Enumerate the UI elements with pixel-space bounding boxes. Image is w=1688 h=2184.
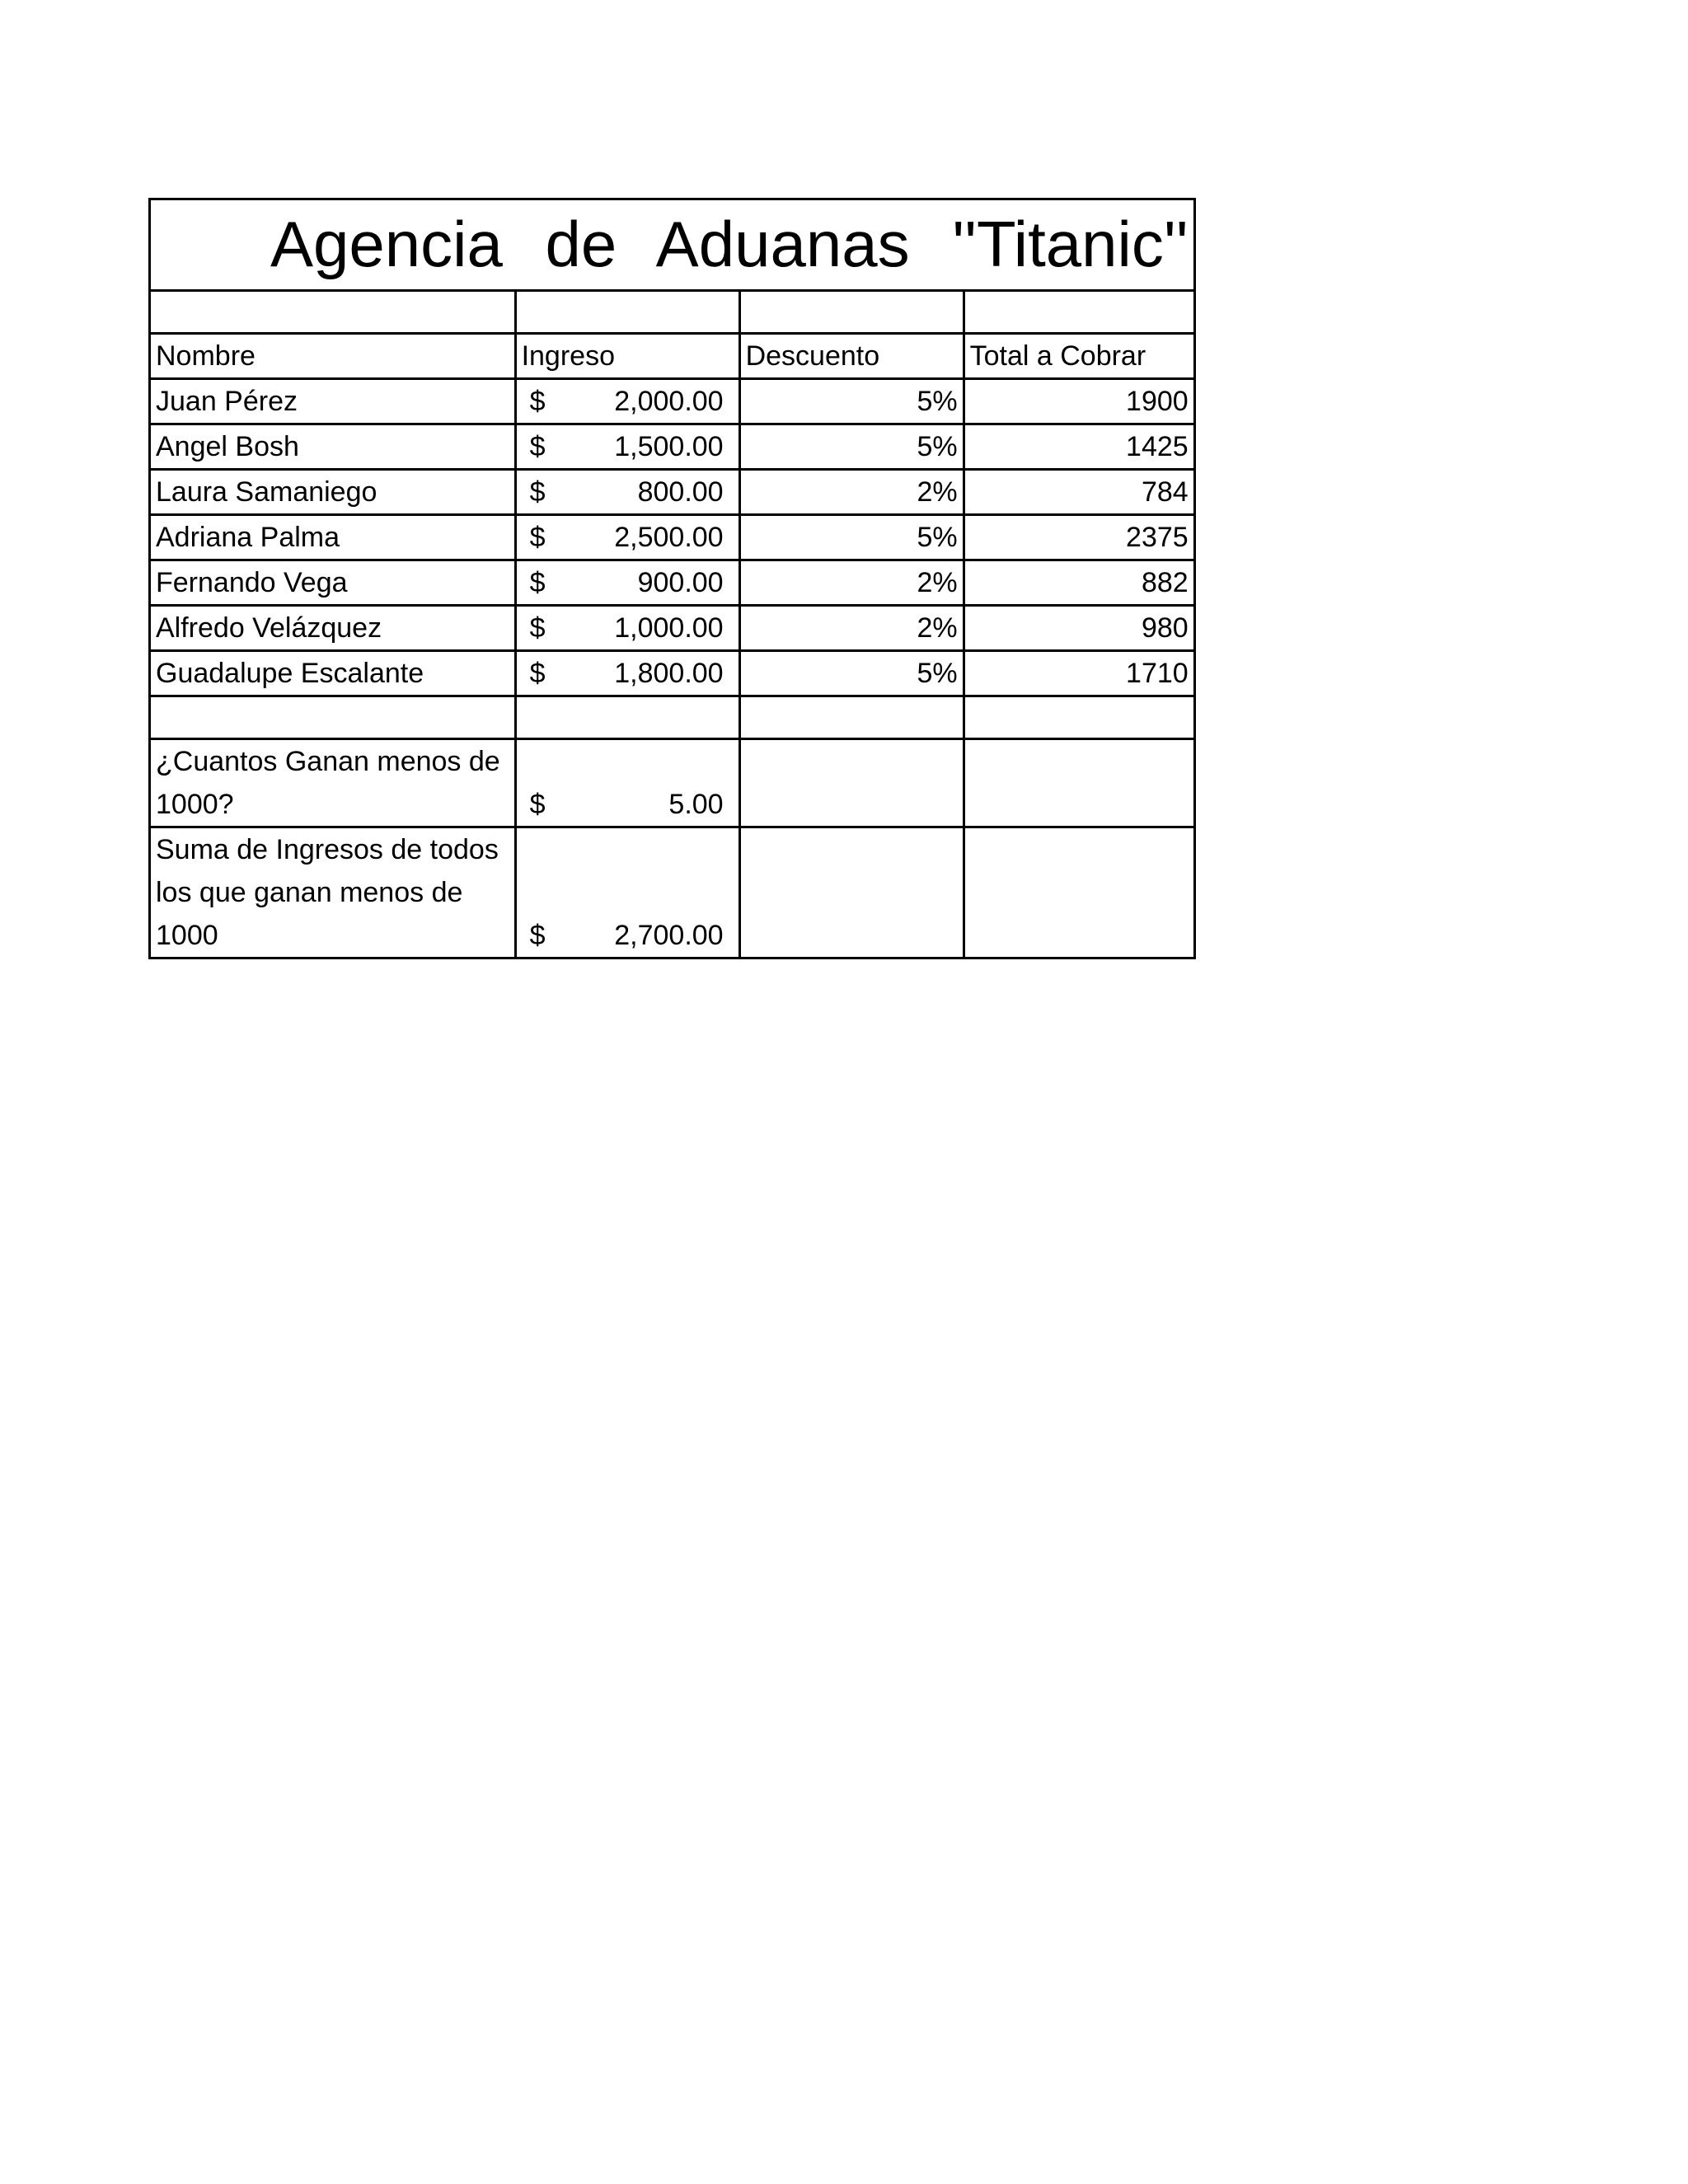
header-row	[150, 334, 1195, 379]
summary-count-label[interactable]: ¿Cuantos Ganan menos de 1000?	[150, 739, 516, 827]
header-nombre[interactable]: Nombre	[150, 334, 516, 379]
blank-row	[150, 696, 1195, 739]
cell-descuento[interactable]: 5%	[739, 515, 964, 560]
cell-total[interactable]: 1425	[964, 424, 1194, 470]
currency-symbol: $	[529, 612, 546, 644]
summary-count-value-cell[interactable]	[515, 739, 739, 827]
summary-sum-value-cell[interactable]	[515, 827, 739, 958]
cell-total[interactable]: 980	[964, 606, 1194, 651]
cell-total[interactable]: 882	[964, 560, 1194, 606]
cell-ingreso[interactable]	[515, 379, 739, 424]
currency-symbol: $	[529, 920, 546, 951]
cell-ingreso[interactable]	[515, 560, 739, 606]
currency-symbol: $	[529, 431, 546, 462]
header-total[interactable]: Total a Cobrar	[964, 334, 1194, 379]
cell-nombre[interactable]: Guadalupe Escalante	[150, 651, 516, 696]
spreadsheet-table	[148, 198, 1196, 959]
empty-cell[interactable]	[739, 696, 964, 739]
cell-total[interactable]: 2375	[964, 515, 1194, 560]
currency-symbol: $	[529, 658, 546, 689]
ingreso-amount: 1,500.00	[614, 431, 724, 462]
empty-cell[interactable]	[964, 827, 1194, 958]
cell-ingreso[interactable]	[515, 424, 739, 470]
cell-descuento[interactable]: 2%	[739, 606, 964, 651]
table-row	[150, 424, 1195, 470]
cell-ingreso[interactable]	[515, 470, 739, 515]
cell-nombre[interactable]: Adriana Palma	[150, 515, 516, 560]
summary-sum-label[interactable]: Suma de Ingresos de todos los que ganan menos de 1000	[150, 827, 516, 958]
header-ingreso[interactable]: Ingreso	[515, 334, 739, 379]
cell-total[interactable]: 784	[964, 470, 1194, 515]
empty-cell[interactable]	[739, 827, 964, 958]
cell-nombre[interactable]: Fernando Vega	[150, 560, 516, 606]
empty-cell[interactable]	[739, 291, 964, 334]
table-row	[150, 606, 1195, 651]
empty-cell[interactable]	[964, 291, 1194, 334]
summary-count-row	[150, 739, 1195, 827]
cell-total[interactable]: 1900	[964, 379, 1194, 424]
empty-cell[interactable]	[739, 739, 964, 827]
currency-symbol: $	[529, 522, 546, 553]
cell-ingreso[interactable]	[515, 606, 739, 651]
title-cell[interactable]	[150, 199, 1195, 291]
currency-symbol: $	[529, 789, 546, 820]
cell-ingreso[interactable]	[515, 515, 739, 560]
empty-cell[interactable]	[515, 696, 739, 739]
cell-nombre[interactable]: Laura Samaniego	[150, 470, 516, 515]
cell-descuento[interactable]: 5%	[739, 651, 964, 696]
data-rows	[150, 379, 1195, 696]
cell-descuento[interactable]: 5%	[739, 424, 964, 470]
table-row	[150, 470, 1195, 515]
summary-sum-row	[150, 827, 1195, 958]
empty-cell[interactable]	[150, 291, 516, 334]
ingreso-amount: 1,800.00	[614, 658, 724, 689]
ingreso-amount: 900.00	[637, 567, 724, 598]
empty-cell[interactable]	[515, 291, 739, 334]
currency-symbol: $	[529, 476, 546, 508]
cell-descuento[interactable]: 2%	[739, 560, 964, 606]
cell-nombre[interactable]: Juan Pérez	[150, 379, 516, 424]
empty-cell[interactable]	[964, 739, 1194, 827]
summary-sum-value: 2,700.00	[614, 920, 724, 951]
table-row	[150, 651, 1195, 696]
table-row	[150, 560, 1195, 606]
cell-total[interactable]: 1710	[964, 651, 1194, 696]
cell-descuento[interactable]: 2%	[739, 470, 964, 515]
table-row	[150, 379, 1195, 424]
cell-nombre[interactable]: Angel Bosh	[150, 424, 516, 470]
empty-cell[interactable]	[964, 696, 1194, 739]
cell-ingreso[interactable]	[515, 651, 739, 696]
summary-count-value: 5.00	[668, 789, 724, 820]
empty-cell[interactable]	[150, 696, 516, 739]
cell-descuento[interactable]: 5%	[739, 379, 964, 424]
header-descuento[interactable]: Descuento	[739, 334, 964, 379]
ingreso-amount: 2,500.00	[614, 522, 724, 553]
title-row	[150, 199, 1195, 291]
ingreso-amount: 800.00	[637, 476, 724, 508]
ingreso-amount: 1,000.00	[614, 612, 724, 644]
table-row	[150, 515, 1195, 560]
currency-symbol: $	[529, 386, 546, 417]
cell-nombre[interactable]: Alfredo Velázquez	[150, 606, 516, 651]
sheet-title: Agencia de Aduanas ''Titanic''	[270, 208, 1189, 280]
blank-row	[150, 291, 1195, 334]
ingreso-amount: 2,000.00	[614, 386, 724, 417]
currency-symbol: $	[529, 567, 546, 598]
